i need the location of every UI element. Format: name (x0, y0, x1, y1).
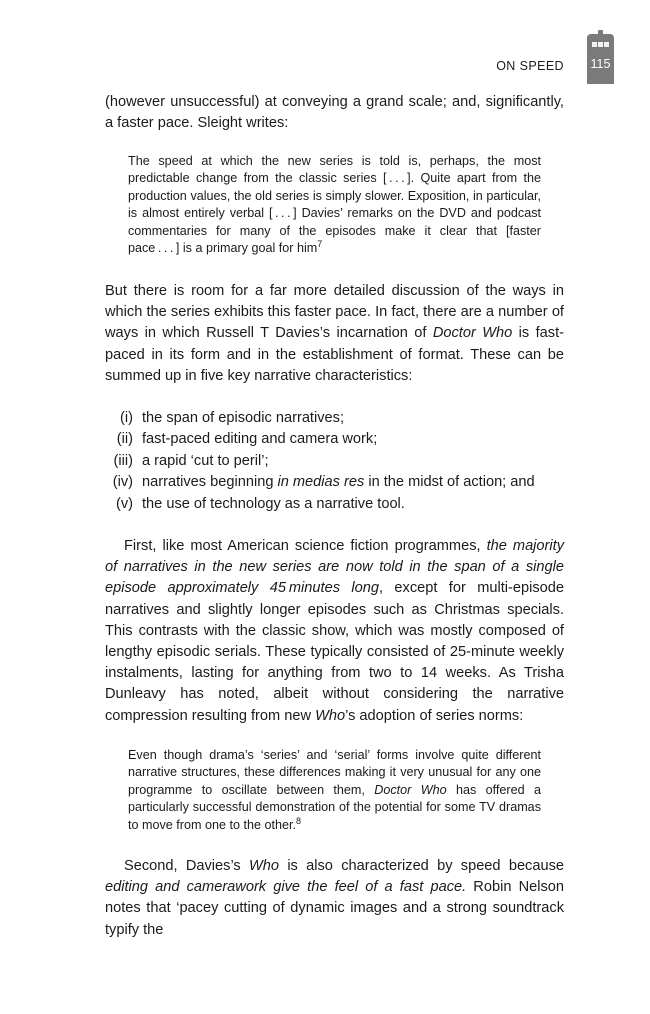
block-quote-2: Even though drama’s ‘series’ and ‘serial’ forms involve quite different narrative structures, these differences making it very unusual for any one programme to oscillate between them, Doctor Who has offered a particularly successful demonstration of the potential for some TV dramas to move from one to the other.$^8$ (128, 748, 541, 832)
paragraph-1: (however unsuccessful) at conveying a grand scale; and, significantly, a faster pace. Sleight writes: (105, 94, 564, 132)
list-item: (i) the span of episodic narratives; (120, 410, 344, 426)
paragraph-4: Second, Davies’s Who is also characterized by speed because editing and camerawork give the feel of a fast pace. Robin Nelson notes that ‘pacey cutting of dynamic images and a strong soundtrack typify the (105, 858, 565, 938)
paragraph-3: First, like most American science fiction programmes, the majority of narratives in the new series are now told in the span of a single episode approximately 45 minutes long, except for multi-episode narratives and slightly longer episodes such as Christmas specials. This contrasts with the classic show, which was mostly composed of lengthy episodic serials. These typically consisted of 25-minute weekly instalments, lasting for anything from two to 14 weeks. As Trisha Dunleavy has noted, albeit without considering the narrative compression resulting from new Who’s adoption of series norms: (105, 538, 564, 724)
paragraph-2: But there is room for a far more detailed discussion of the ways in which the series exhibits this faster pace. In fact, there are a number of ways in which Russell T Davies’s incarnation of Doctor Who is fast-paced in its form and in the establishment of format. These can be summed up in five key narrative characteristics: (105, 283, 565, 384)
list-item: (ii) fast-paced editing and camera work; (116, 431, 378, 448)
list-item: (iii) a rapid ‘cut to peril’; (113, 452, 269, 469)
running-head-title: ON SPEED (496, 59, 564, 73)
tardis-icon (587, 30, 614, 84)
list-item: (iv) narratives beginning in medias res in the midst of action; and (112, 474, 535, 491)
list-item: (v) the use of technology as a narrative tool. (115, 495, 405, 512)
page-number: 115 (590, 57, 611, 71)
characteristics-list (105, 408, 564, 515)
footnote-ref-8: 8 (296, 815, 302, 826)
footnote-ref-7: 7 (317, 238, 323, 249)
block-quote-1: The speed at which the new series is told is, perhaps, the most predictable change from the classic series [ . . . ]. Quite apart from the production values, the old series is simply slower. Exposition, in particular, is almost entirely verbal [ . . . ] Davies’ remarks on the DVD and podcast commentaries for many of the episodes make it clear that [faster pace . . . ] is a primary goal for him$^7$ (128, 154, 541, 256)
